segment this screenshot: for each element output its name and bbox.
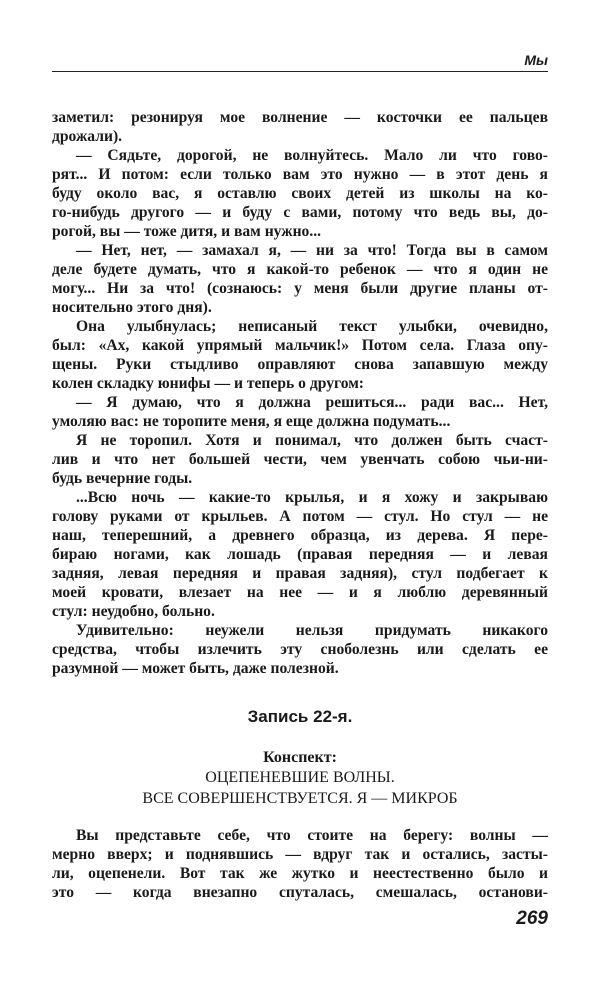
text-line: лив и что нет большей чести, чем увенчать собою чьи-ни- bbox=[52, 451, 548, 468]
header-rule bbox=[52, 71, 548, 72]
text-line: будь вечерние годы. bbox=[52, 470, 193, 487]
text-line: — Сядьте, дорогой, не волнуйтесь. Мало ли что гово- bbox=[76, 147, 548, 164]
text-line: ...Всю ночь — какие-то крылья, и я хожу и закрываю bbox=[76, 489, 548, 506]
text-line: деле будете думать, что я какой-то ребенок — что я один не bbox=[52, 261, 548, 278]
synopsis-label: Конспект: bbox=[263, 749, 337, 766]
text-line: могу... Ни за что! (сознаюсь: у меня были другие планы от- bbox=[52, 280, 548, 297]
text-line: моей кровати, влезает на нее — и я люблю деревянный bbox=[52, 584, 548, 601]
text-line: был: «Ах, какой упрямый мальчик!» Потом села. Глаза опу- bbox=[52, 337, 548, 354]
synopsis-line-2: ВСЕ СОВЕРШЕНСТВУЕТСЯ. Я — МИКРОБ bbox=[142, 790, 458, 807]
text-line: средства, чтобы излечить эту сноболезнь или сделать ее bbox=[52, 641, 548, 658]
running-head: Мы bbox=[524, 52, 548, 68]
text-line: Я не торопил. Хотя и понимал, что должен быть счаст- bbox=[76, 432, 548, 449]
text-line: разумной — может быть, даже полезной. bbox=[52, 660, 339, 677]
page-number: 269 bbox=[516, 908, 548, 929]
text-line: бираю ногами, как лошадь (правая передняя — и левая bbox=[52, 546, 548, 563]
text-line: заметил: резонируя мое волнение — косточки ее пальцев bbox=[52, 109, 548, 126]
body-text bbox=[52, 108, 548, 678]
text-line: мерно вверх; и поднявшись — вдруг так и остались, засты- bbox=[52, 846, 548, 863]
text-line: рят... И потом: если только вам это нужно — в этот день я bbox=[52, 166, 548, 183]
text-line: это — когда внезапно спуталась, смешалась, останови- bbox=[52, 884, 548, 901]
text-line: щены. Руки стыдливо оправляют снова запавшую между bbox=[52, 356, 548, 373]
text-line: умоляю вас: не торопите меня, я еще должна подумать... bbox=[52, 413, 451, 430]
text-line: рогой, вы — тоже дитя, и вам нужно... bbox=[52, 223, 322, 240]
text-line: — Нет, нет, — замахал я, — ни за что! Тогда вы в самом bbox=[76, 242, 548, 259]
body-text-2 bbox=[52, 826, 548, 902]
text-line: наш, теперешний, а древнего образца, из дерева. Я пере- bbox=[52, 527, 548, 544]
entry-heading: Запись 22-я. bbox=[247, 707, 353, 726]
text-line: дрожали). bbox=[52, 128, 123, 145]
text-line: Удивительно: неужели нельзя придумать никакого bbox=[76, 622, 548, 639]
text-line: Она улыбнулась; неписаный текст улыбки, очевидно, bbox=[76, 318, 548, 335]
text-line: стул: неудобно, больно. bbox=[52, 603, 215, 620]
text-line: буду около вас, я оставлю своих детей из школы на ко- bbox=[52, 185, 548, 202]
text-line: задняя, левая передняя и правая задняя), стул подбегает к bbox=[52, 565, 548, 582]
text-line: ли, оцепенели. Вот так же жутко и неестественно было и bbox=[52, 865, 548, 882]
text-line: го-нибудь другого — и буду с вами, потому что ведь вы, до- bbox=[52, 204, 548, 221]
text-line: Вы представьте себе, что стоите на берегу: волны — bbox=[76, 827, 548, 844]
text-line: голову руками от крыльев. А потом — стул. Но стул — не bbox=[52, 508, 548, 525]
text-line: колен складку юнифы — и теперь о другом: bbox=[52, 375, 365, 392]
text-line: — Я думаю, что я должна решиться... ради вас... Нет, bbox=[76, 394, 548, 411]
synopsis-line-1: ОЦЕПЕНЕВШИЕ ВОЛНЫ. bbox=[205, 769, 395, 786]
text-line: носительно этого дня). bbox=[52, 299, 212, 316]
